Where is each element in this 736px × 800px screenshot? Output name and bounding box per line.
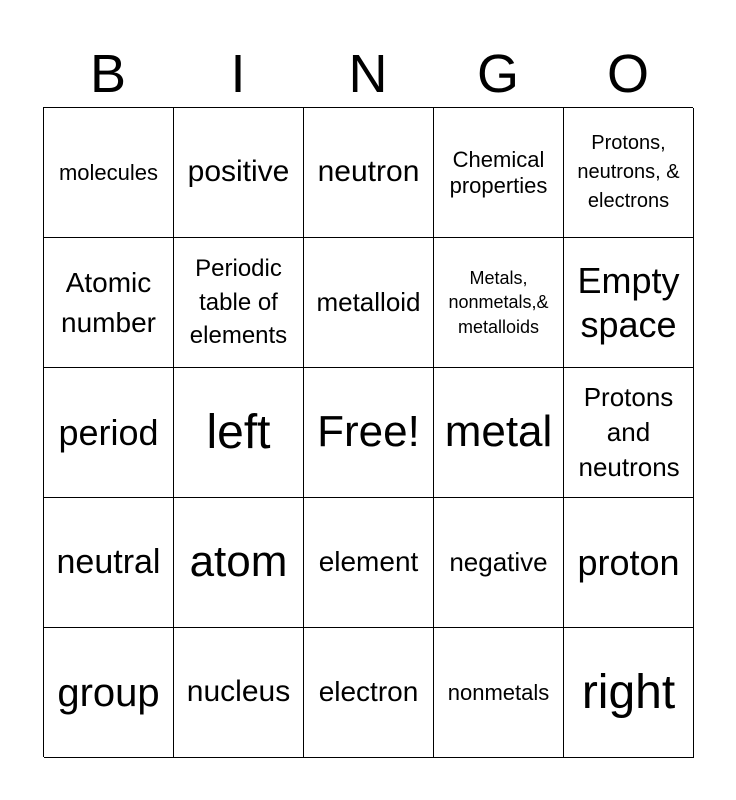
bingo-cell[interactable]: [304, 628, 434, 758]
cell-text: Protons and neutrons: [578, 381, 680, 483]
header-letter-n: N: [348, 44, 388, 104]
bingo-cell[interactable]: [434, 628, 564, 758]
header-letter-o: O: [606, 44, 649, 104]
cell-text: Free!: [317, 407, 420, 457]
bingo-cell[interactable]: [44, 368, 174, 498]
bingo-cell[interactable]: [304, 238, 434, 368]
cell-text: neutral: [56, 542, 161, 581]
bingo-cell[interactable]: [44, 108, 174, 238]
bingo-cell[interactable]: [434, 108, 564, 238]
bingo-cell[interactable]: [434, 368, 564, 498]
cell-text: Atomic number: [61, 267, 156, 338]
cell-text: left: [206, 405, 271, 459]
cell-text: element: [318, 546, 419, 578]
cell-text: right: [581, 665, 676, 719]
cell-text: proton: [577, 541, 680, 583]
cell-text: nonmetals: [447, 679, 550, 705]
bingo-cell[interactable]: [564, 498, 694, 628]
cell-text: electron: [318, 676, 419, 708]
bingo-cell[interactable]: [174, 498, 304, 628]
bingo-cell[interactable]: [564, 368, 694, 498]
bingo-cell[interactable]: [174, 238, 304, 368]
cell-text: negative: [449, 546, 548, 577]
bingo-cell[interactable]: [174, 628, 304, 758]
cell-text: Chemical properties: [449, 147, 548, 198]
cell-text: metal: [444, 407, 553, 457]
header-letter-b: B: [89, 44, 127, 104]
bingo-cell[interactable]: [564, 238, 694, 368]
cell-text: Metals, nonmetals,& metalloids: [448, 268, 549, 337]
cell-text: Empty space: [577, 260, 680, 345]
bingo-header: [43, 40, 693, 108]
bingo-cell[interactable]: [44, 498, 174, 628]
bingo-cell[interactable]: [174, 368, 304, 498]
cell-text: positive: [187, 155, 290, 189]
cell-text: period: [58, 411, 159, 453]
bingo-cell[interactable]: [564, 628, 694, 758]
bingo-cell[interactable]: [434, 498, 564, 628]
cell-text: neutron: [317, 155, 420, 189]
header-letter-i: I: [230, 44, 246, 104]
bingo-cell[interactable]: [564, 108, 694, 238]
cell-text: metalloid: [316, 286, 421, 317]
cell-text: molecules: [58, 159, 159, 185]
bingo-cell[interactable]: [174, 108, 304, 238]
header-letter-g: G: [476, 44, 519, 104]
bingo-cell[interactable]: [304, 108, 434, 238]
cell-text: atom: [189, 537, 288, 587]
cell-text: Periodic table of elements: [189, 255, 288, 350]
bingo-grid: [43, 107, 693, 757]
bingo-cell[interactable]: [304, 498, 434, 628]
cell-text: group: [57, 670, 160, 715]
cell-text: Protons, neutrons, & electrons: [577, 132, 680, 212]
cell-text: nucleus: [186, 675, 291, 709]
bingo-cell[interactable]: [434, 238, 564, 368]
bingo-cell[interactable]: [44, 628, 174, 758]
bingo-cell[interactable]: [44, 238, 174, 368]
free-cell[interactable]: [304, 368, 434, 498]
